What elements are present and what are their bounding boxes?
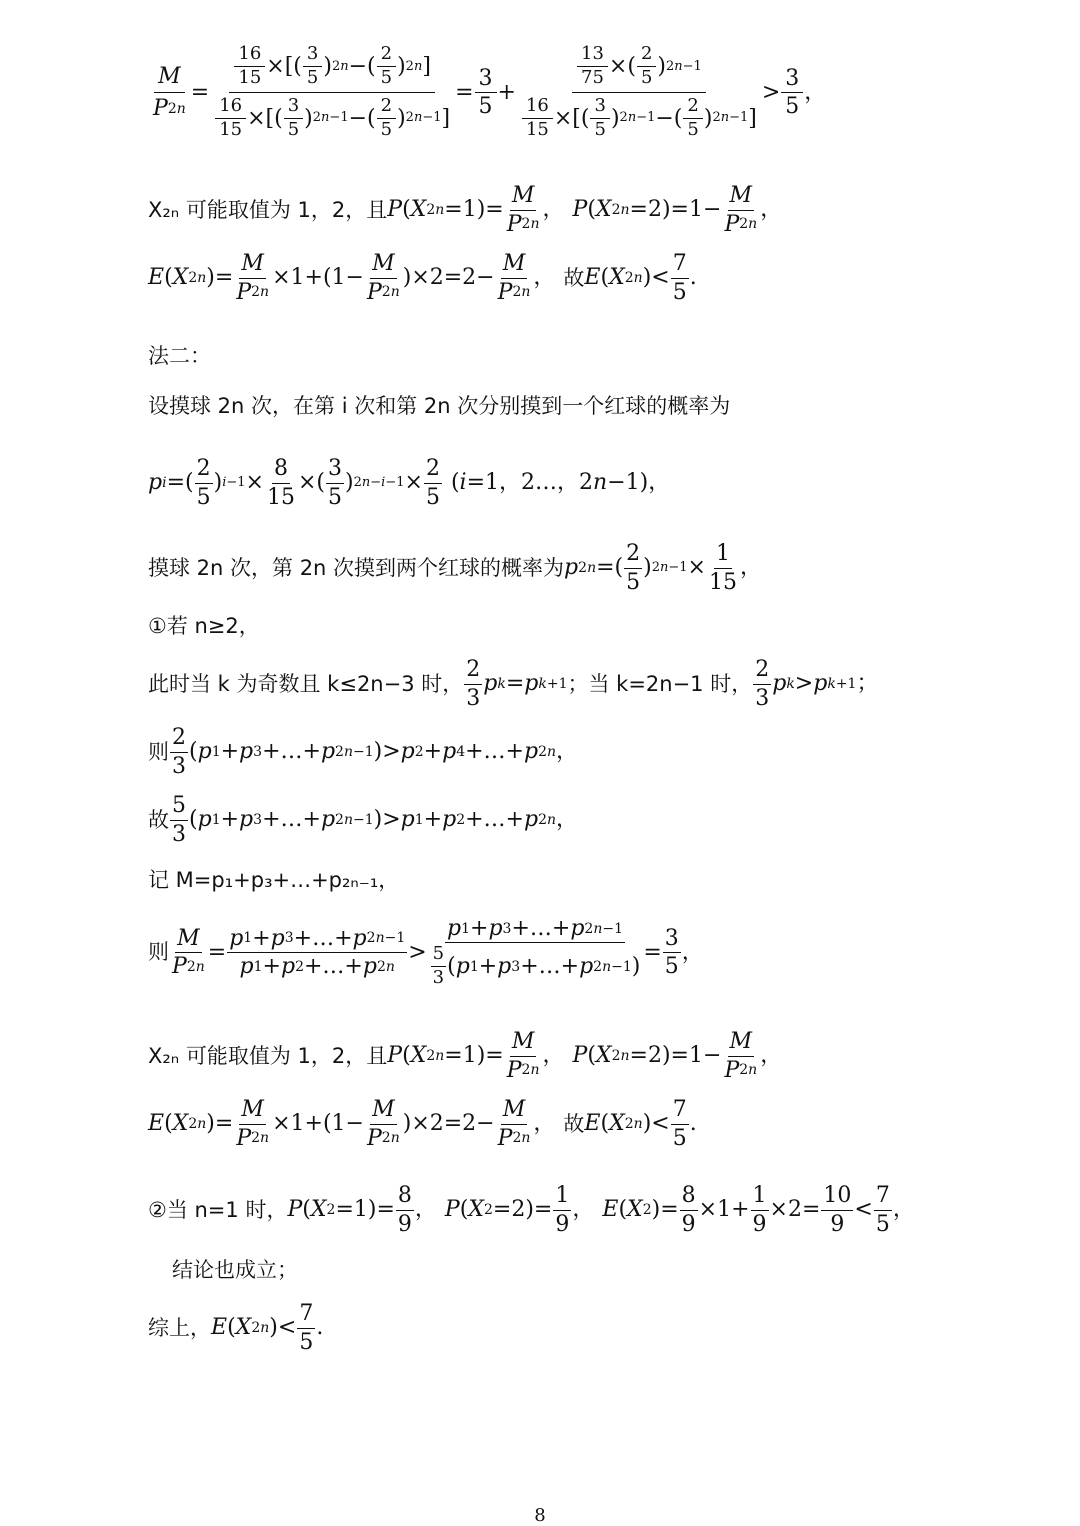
case-1-line	[148, 612, 260, 640]
therefore-inequality-line: 故 5 3 ( p 1 + p 3 +…+ p 2n−1 )> p 1 + p 2 +…+ p 2n ，	[148, 793, 579, 847]
page-number: 8	[534, 1505, 546, 1526]
x2n-values-line-2: X₂ₙ 可能取值为 1，2，且 P ( X 2n =1)= M P 2n ， P ( X 2n =2)=1− M P 2n ，	[148, 1029, 783, 1083]
record-m-line	[148, 866, 399, 894]
case-1-text: ①若 n≥2，	[148, 613, 260, 638]
gu-text-2: 故	[563, 1111, 585, 1136]
expectation-line-2: E ( X 2n )= M P 2n ×1+(1− M P 2n )×2=2− M P 2n ， 故 E ( X 2n )< 7 5 .	[148, 1097, 697, 1151]
expectation-line-1: E ( X 2n )= M P 2n ×1+(1− M P 2n )×2=2− M P 2n ， 故 E ( X 2n )< 7 5 .	[148, 251, 697, 305]
case-2-text: ②当 n=1 时，	[148, 1197, 288, 1222]
summary-text: 综上，	[148, 1315, 211, 1340]
two-red-line: 摸球 2n 次，第 2n 次摸到两个红球的概率为 p 2n =( 2 5 ) 2n−1 × 1 15 ，	[148, 541, 762, 595]
equation-ratio-bound: M P 2n = 16 15 ×[( 3 5 ) 2n −( 2 5 ) 2n ] 16 15 ×[( 3 5 ) 2n−1 −( 2 5 ) 2n−1 ] = 3 5 + 13 75 ×( 2 5 ) 2n−1 16 15 ×[( 3 5 ) 2n−1 −( 2 5 ) 2n−1 ] > 3 5 ，	[153, 43, 827, 140]
conclusion-text: 结论也成立；	[172, 1257, 298, 1282]
then-inequality-line: 则 2 3 ( p 1 + p 3 +…+ p 2n−1 )> p 2 + p 4 +…+ p 2n ，	[148, 725, 579, 779]
conclusion-line	[172, 1256, 298, 1284]
case-2-line: ②当 n=1 时， P ( X 2 =1)= 8 9 ， P ( X 2 =2)= 1 9 ， E ( X 2 )= 8 9 ×1+ 1 9 ×2= 10 9 < 7 5 ，	[148, 1183, 915, 1237]
then-1-text: 则	[148, 739, 169, 764]
pi-formula: p i =( 2 5 ) i−1 × 8 15 ×( 3 5 ) 2n−i−1 × 2 5 ( i =1，2…，2 n −1)，	[148, 456, 671, 510]
gu-text-1: 故	[563, 265, 585, 290]
setup-text: 设摸球 2n 次，在第 i 次和第 2n 次分别摸到一个红球的概率为	[148, 393, 731, 418]
odd-k-line: 此时当 k 为奇数且 k≤2n−3 时， 2 3 p k = p k+1 ；当 k=2n−1 时， 2 3 p k > p k+1 ；	[148, 657, 879, 711]
x2n-values-line-1: X₂ₙ 可能取值为 1，2，且 P ( X 2n =1)= M P 2n ， P ( X 2n =2)=1− M P 2n ，	[148, 183, 783, 237]
two-red-text: 摸球 2n 次，第 2n 次摸到两个红球的概率为	[148, 555, 565, 580]
record-m-text: 记 M=p₁+p₃+…+p₂ₙ₋₁，	[148, 867, 400, 892]
setup-line	[148, 392, 730, 420]
x2n-values-text: X₂ₙ 可能取值为 1，2，且	[148, 197, 388, 222]
therefore-1-text: 故	[148, 807, 169, 832]
then-2-text: 则	[148, 940, 169, 964]
fa2-text: 法二：	[148, 343, 211, 368]
odd-k-text: 此时当 k 为奇数且 k≤2n−3 时，	[148, 671, 464, 696]
summary-line: 综上， E ( X 2n )< 7 5 .	[148, 1301, 324, 1355]
x2n-values-text-2: X₂ₙ 可能取值为 1，2，且	[148, 1043, 388, 1068]
when-text: ；当 k=2n−1 时，	[567, 671, 753, 696]
ratio-bound-line-2: 则 M P 2n = p 1 + p 3 +…+ p 2n−1 p 1 + p 2 +…+ p 2n > p 1 + p 3 +…+ p 2n−1 5 3 ( p 1 + p 3 +…+ p 2n−1 ) = 3 5 ，	[148, 916, 704, 989]
method-2-label	[148, 342, 211, 370]
